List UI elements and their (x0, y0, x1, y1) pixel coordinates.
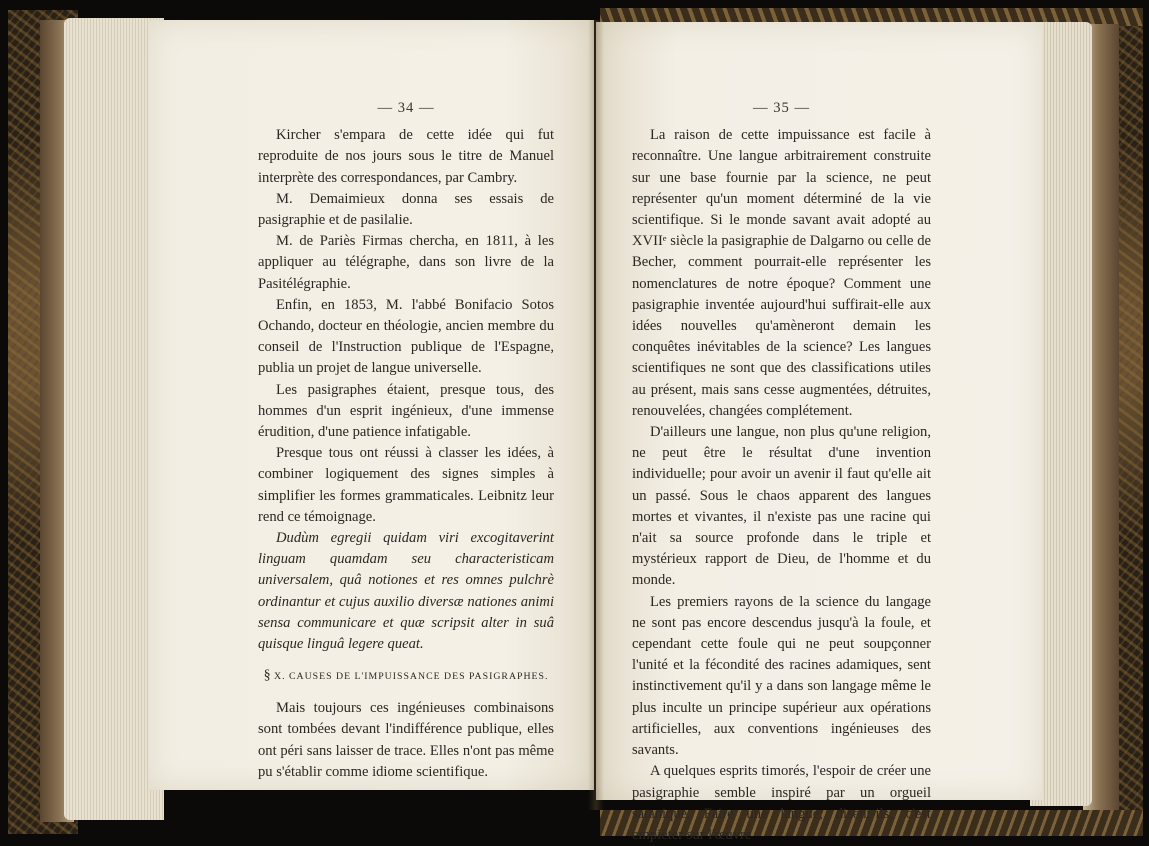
paragraph: Kircher s'empara de cette idée qui fut reproduite de nos jours sous le titre de Manuel interprète des correspondances, par Cambry. (258, 127, 554, 186)
section-heading (258, 669, 554, 684)
paragraph: Presque tous ont réussi à classer les idées, à combiner logiquement des signes simples à simplifier les formes grammaticales. Leibnitz leur rend ce témoignage. (258, 445, 554, 525)
paragraph: La raison de cette impuissance est facile à reconnaître. Une langue arbitrairement construite sur une base fournie par la science, ne peut représenter qu'un moment déterminé de la vie scientifique. Si le monde savant avait adopté au XVIIᵉ siècle la pasigraphie de Dalgarno ou celle de Becher, comment pourrait-elle représenter les nomenclatures de notre époque? Comment une pasigraphie inventée aujourd'hui suffirait-elle aux idées nouvelles qu'amèneront demain les conquêtes inévitables de la science? Les langues scientifiques ne sont que des classifications utiles au présent, mais sans cesse augmentées, détruites, renouvelées, changées complétement. (632, 127, 931, 419)
paragraph: Mais toujours ces ingénieuses combinaisons sont tombées devant l'indifférence publique, elles ont péri sans laisser de trace. Elles n'ont pas même pu s'établir comme idiome scientifique. (258, 700, 554, 780)
right-page-text (632, 98, 931, 846)
book-gutter (588, 20, 604, 810)
left-page-text (258, 98, 554, 783)
paragraph: Les premiers rayons de la science du langage ne sont pas encore descendus jusqu'à la foule, et cependant cette foule qui ne peut soupçonner l'unité et la fécondité des racines adamiques, sent instinctivement qu'il y a dans son langage même le plus inculte un principe supérieur aux opérations artificielles, aux conventions ingénieuses des savants. (632, 593, 931, 759)
paragraph: M. Demaimieux donna ses essais de pasigraphie et de pasilalie. (258, 190, 554, 229)
paragraph: Les pasigraphes étaient, presque tous, des hommes d'un esprit ingénieux, d'une immense érudition, d'une patience infatigable. (258, 381, 554, 441)
section-heading-text: X. CAUSES DE L'IMPUISSANCE DES PASIGRAPHES. (274, 671, 549, 683)
page-number-left: — 34 — (377, 100, 435, 116)
page-number-right: — 35 — (752, 100, 811, 116)
paragraph: D'ailleurs une langue, non plus qu'une religion, ne peut être le résultat d'une invention individuelle; pour avoir un avenir il faut qu'elle ait un passé. Sous le chaos apparent des langues mortes et vivantes, il n'existe pas une racine qui n'ait sa source profonde dans le triple et mystérieux rapport de Dieu, de l'homme et du monde. (632, 424, 931, 589)
latin-quote: Dudùm egregii quidam viri excogitaverint linguam quamdam seu characteristicam universalem, quâ notiones et res omnes pulchrè ordinantur et cujus auxilio diversæ nationes animi sensa communicare et quæ scripsit alter in suâ quisque linguâ legere queat. (258, 530, 554, 653)
paragraph: A quelques esprits timorés, l'espoir de créer une pasigraphie semble inspiré par un orgueil satanique. Faire une langue, disent-ils, c'est empiéter sur l'œuvre (632, 763, 931, 843)
paragraph: Enfin, en 1853, M. l'abbé Bonifacio Sotos Ochando, docteur en théologie, ancien membre du conseil de l'Instruction publique de l'Espagne, publia un projet de langue universelle. (258, 296, 554, 377)
paragraph: M. de Pariès Firmas chercha, en 1811, à les appliquer au télégraphe, dans son livre de la Pasitélégraphie. (258, 233, 554, 292)
section-symbol: § (263, 668, 271, 684)
